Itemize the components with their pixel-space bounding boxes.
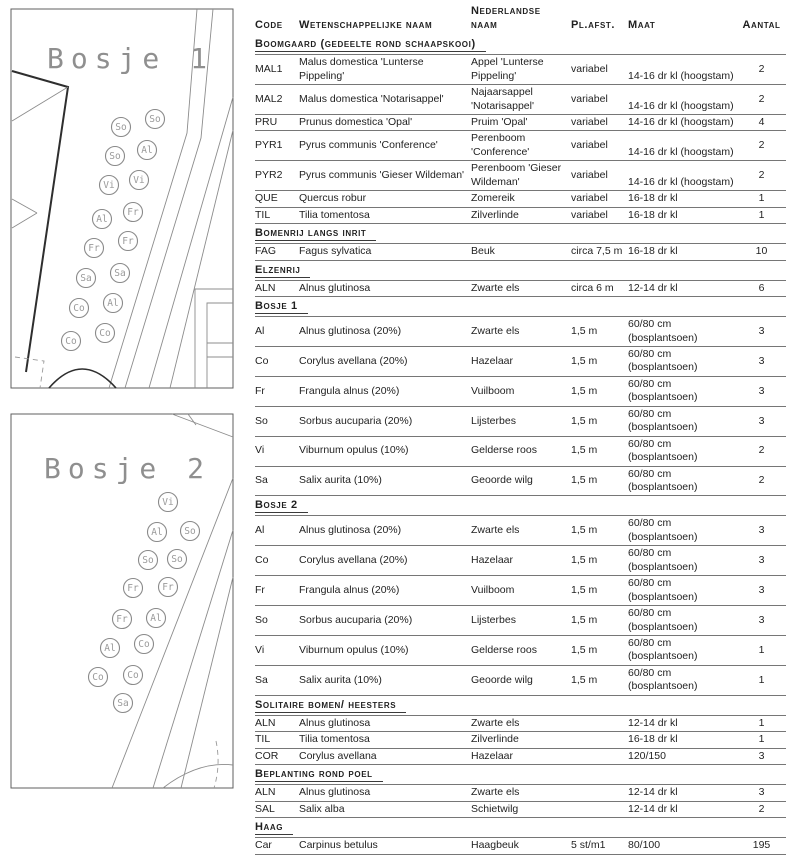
- cell-scientific-name: Malus domestica 'Notarisappel': [299, 92, 444, 105]
- cell-planting-distance: 1,5 m: [571, 673, 598, 686]
- cell-planting-distance: variabel: [571, 62, 608, 75]
- cell-dutch-name: Vuilboom: [471, 384, 515, 397]
- cell-dutch-name: Zwarte els: [471, 716, 520, 729]
- cell-size: 60/80 cm (bosplantsoen): [628, 348, 698, 374]
- plant-marker-label: Fr: [88, 243, 100, 255]
- cell-dutch-name: Hazelaar: [471, 354, 514, 367]
- plant-marker-label: Co: [127, 670, 139, 682]
- cell-code: Al: [255, 524, 265, 537]
- table-row: [255, 347, 786, 377]
- plant-marker-label: Co: [138, 639, 150, 651]
- cell-code: MAL2: [255, 92, 283, 105]
- cell-planting-distance: circa 7,5 m: [571, 245, 623, 258]
- table-row: [255, 207, 786, 223]
- cell-scientific-name: Alnus glutinosa (20%): [299, 524, 402, 537]
- cell-size: 60/80 cm (bosplantsoen): [628, 517, 698, 543]
- plant-marker-label: Fr: [122, 236, 134, 248]
- cell-code: Vi: [255, 643, 265, 656]
- drawing-title-text: Bosje 1: [47, 42, 215, 75]
- cell-quantity: 1: [758, 673, 765, 686]
- cell-quantity: 3: [758, 554, 765, 567]
- table-row: [255, 576, 786, 606]
- cell-dutch-name: Najaarsappel 'Notarisappel': [471, 86, 534, 112]
- plant-marker-co: [135, 635, 154, 654]
- cell-dutch-name: Vuilboom: [471, 583, 515, 596]
- cell-dutch-name: Zwarte els: [471, 281, 520, 294]
- plant-table: [255, 2, 786, 855]
- table-row: [255, 317, 786, 347]
- table-row: [255, 785, 786, 801]
- plant-marker-label: Al: [96, 214, 108, 226]
- cell-scientific-name: Tilia tomentosa: [299, 733, 370, 746]
- section-header-row: [255, 818, 786, 838]
- cell-dutch-name: Gelderse roos: [471, 643, 537, 656]
- plant-marker-label: Co: [73, 303, 85, 315]
- cell-quantity: 4: [758, 115, 765, 128]
- section-header-row: [255, 35, 786, 55]
- plant-circles: [62, 110, 165, 351]
- cell-size: 14-16 dr kl (hoogstam): [628, 145, 734, 158]
- cell-code: ALN: [255, 716, 276, 729]
- plant-marker-co: [62, 332, 81, 351]
- table-row: [255, 436, 786, 466]
- cell-planting-distance: variabel: [571, 92, 608, 105]
- plant-marker-label: Vi: [133, 175, 145, 187]
- plant-marker-sa: [77, 269, 96, 288]
- table-row: [255, 161, 786, 191]
- cell-dutch-name: Hazelaar: [471, 554, 514, 567]
- plant-marker-label: Co: [65, 336, 77, 348]
- cell-scientific-name: Corylus avellana (20%): [299, 354, 408, 367]
- plant-marker-label: Fr: [162, 582, 174, 594]
- cell-quantity: 2: [758, 169, 765, 182]
- table-row: [255, 85, 786, 115]
- cell-size: 16-18 dr kl: [628, 208, 678, 221]
- cell-planting-distance: circa 6 m: [571, 281, 614, 294]
- cell-planting-distance: 1,5 m: [571, 414, 598, 427]
- cell-planting-distance: 1,5 m: [571, 444, 598, 457]
- cell-code: ALN: [255, 786, 276, 799]
- table-row: [255, 244, 786, 260]
- plant-marker-so: [168, 550, 187, 569]
- cell-code: TIL: [255, 208, 271, 221]
- cell-dutch-name: Pruim 'Opal': [471, 115, 528, 128]
- cell-quantity: 195: [752, 839, 771, 852]
- cell-planting-distance: 1,5 m: [571, 324, 598, 337]
- cell-scientific-name: Alnus glutinosa: [299, 786, 371, 799]
- cell-size: 60/80 cm (bosplantsoen): [628, 607, 698, 633]
- cell-code: MAL1: [255, 62, 283, 75]
- column-header-quantity: Aantal: [742, 19, 781, 32]
- cell-planting-distance: 1,5 m: [571, 354, 598, 367]
- bosje-1-drawing: [0, 0, 248, 402]
- cell-code: PYR2: [255, 169, 283, 182]
- plant-marker-sa: [114, 694, 133, 713]
- cell-planting-distance: 1,5 m: [571, 384, 598, 397]
- plant-marker-label: Fr: [116, 614, 128, 626]
- cell-size: 60/80 cm (bosplantsoen): [628, 318, 698, 344]
- cell-planting-distance: variabel: [571, 169, 608, 182]
- plant-schedule-panel: [255, 2, 786, 855]
- plant-marker-co: [96, 324, 115, 343]
- table-row: [255, 466, 786, 496]
- cell-scientific-name: Quercus robur: [299, 192, 367, 205]
- cell-scientific-name: Frangula alnus (20%): [299, 583, 400, 596]
- cell-dutch-name: Zilverlinde: [471, 733, 519, 746]
- section-title: Solitaire bomen/ heesters: [255, 698, 406, 713]
- cell-dutch-name: Zwarte els: [471, 324, 520, 337]
- cell-planting-distance: 1,5 m: [571, 554, 598, 567]
- plant-marker-al: [101, 639, 120, 658]
- plant-marker-so: [106, 147, 125, 166]
- plant-marker-fr: [124, 203, 143, 222]
- cell-code: Sa: [255, 474, 268, 487]
- plant-marker-label: Co: [92, 672, 104, 684]
- cell-quantity: 6: [758, 281, 765, 294]
- cell-size: 60/80 cm (bosplantsoen): [628, 577, 698, 603]
- cell-dutch-name: Zwarte els: [471, 524, 520, 537]
- plant-marker-label: Vi: [162, 497, 174, 509]
- cell-code: ALN: [255, 281, 276, 294]
- cell-size: 60/80 cm (bosplantsoen): [628, 666, 698, 693]
- cell-code: COR: [255, 749, 279, 762]
- road-edge: [153, 530, 233, 788]
- cell-scientific-name: Alnus glutinosa: [299, 281, 371, 294]
- section-header-row: [255, 496, 786, 516]
- cell-code: QUE: [255, 192, 278, 205]
- plant-marker-co: [89, 668, 108, 687]
- section-title: Bosje 1: [255, 299, 308, 314]
- cell-scientific-name: Carpinus betulus: [299, 839, 378, 852]
- cell-quantity: 1: [758, 733, 765, 746]
- cell-size: 60/80 cm (bosplantsoen): [628, 467, 698, 493]
- plant-marker-label: So: [109, 151, 121, 163]
- section-title: Beplanting rond poel: [255, 767, 383, 782]
- plant-marker-label: Al: [104, 643, 116, 655]
- plant-marker-vi: [100, 176, 119, 195]
- plant-marker-fr: [124, 579, 143, 598]
- cell-dutch-name: Hazelaar: [471, 749, 514, 762]
- section-header-row: [255, 765, 786, 785]
- plant-marker-so: [181, 522, 200, 541]
- cell-dutch-name: Zomereik: [471, 192, 515, 205]
- cell-code: SAL: [255, 802, 275, 815]
- table-row: [255, 665, 786, 695]
- cell-size: 16-18 dr kl: [628, 192, 678, 205]
- plant-marker-fr: [85, 239, 104, 258]
- plant-marker-vi: [159, 493, 178, 512]
- cell-planting-distance: 5 st/m1: [571, 839, 606, 852]
- plant-marker-co: [124, 666, 143, 685]
- cell-scientific-name: Salix aurita (10%): [299, 474, 382, 487]
- table-row: [255, 801, 786, 817]
- cell-size: 12-14 dr kl: [628, 802, 678, 815]
- cell-dutch-name: Lijsterbes: [471, 613, 516, 626]
- drawing-title: [47, 42, 214, 75]
- cell-size: 16-18 dr kl: [628, 245, 678, 258]
- cell-scientific-name: Malus domestica 'Lunterse Pippeling': [299, 56, 424, 82]
- cell-scientific-name: Corylus avellana (20%): [299, 554, 408, 567]
- plant-marker-al: [104, 294, 123, 313]
- table-row: [255, 191, 786, 207]
- plant-marker-label: Fr: [127, 207, 139, 219]
- cell-scientific-name: Sorbus aucuparia (20%): [299, 414, 413, 427]
- cell-quantity: 3: [758, 583, 765, 596]
- cell-dutch-name: Haagbeuk: [471, 839, 519, 852]
- section-header-row: [255, 695, 786, 715]
- pond-arc: [163, 764, 233, 788]
- table-row: [255, 715, 786, 731]
- table-row: [255, 406, 786, 436]
- cell-dutch-name: Lijsterbes: [471, 414, 516, 427]
- drawings-panel: [0, 0, 248, 800]
- cell-scientific-name: Salix aurita (10%): [299, 673, 382, 686]
- cell-planting-distance: 1,5 m: [571, 613, 598, 626]
- plant-marker-label: So: [149, 114, 161, 126]
- plant-marker-label: Co: [99, 328, 111, 340]
- cell-scientific-name: Viburnum opulus (10%): [299, 643, 409, 656]
- section-title: Bomenrij langs inrit: [255, 226, 376, 241]
- cell-scientific-name: Sorbus aucuparia (20%): [299, 613, 413, 626]
- section-header-row: [255, 224, 786, 244]
- plant-marker-label: Sa: [80, 273, 92, 285]
- cell-code: PRU: [255, 115, 278, 128]
- cell-planting-distance: [571, 715, 628, 731]
- plant-marker-label: So: [184, 526, 196, 538]
- column-header-scientific-name: Wetenschappelijke naam: [299, 19, 433, 32]
- table-row: [255, 376, 786, 406]
- cell-size: 14-16 dr kl (hoogstam): [628, 175, 734, 188]
- cell-code: PYR1: [255, 139, 283, 152]
- cell-quantity: 2: [758, 802, 765, 815]
- cell-quantity: 3: [758, 749, 765, 762]
- cell-scientific-name: Prunus domestica 'Opal': [299, 115, 413, 128]
- plant-marker-label: Sa: [114, 268, 126, 280]
- bosje-2-drawing: [0, 405, 248, 800]
- plant-marker-label: So: [171, 554, 183, 566]
- cell-dutch-name: Perenboom 'Conference': [471, 132, 530, 158]
- cell-dutch-name: Schietwilg: [471, 802, 519, 815]
- cell-size: 80/100: [628, 839, 661, 852]
- cell-quantity: 1: [758, 643, 765, 656]
- cell-dutch-name: Beuk: [471, 245, 495, 258]
- plant-marker-so: [146, 110, 165, 129]
- cell-dutch-name: Geoorde wilg: [471, 474, 533, 487]
- cell-quantity: 10: [755, 245, 768, 258]
- table-row: [255, 748, 786, 764]
- cell-code: Vi: [255, 444, 265, 457]
- cell-dutch-name: Perenboom 'Gieser Wildeman': [471, 162, 562, 188]
- table-row: [255, 55, 786, 85]
- cell-quantity: 3: [758, 524, 765, 537]
- cell-dutch-name: Appel 'Lunterse Pippeling': [471, 56, 544, 82]
- cell-code: Fr: [255, 384, 265, 397]
- table-row: [255, 516, 786, 546]
- cell-size: 14-16 dr kl (hoogstam): [628, 115, 734, 128]
- cell-size: 60/80 cm (bosplantsoen): [628, 547, 698, 573]
- cell-quantity: 2: [758, 474, 765, 487]
- cell-scientific-name: Corylus avellana: [299, 749, 377, 762]
- cell-code: Fr: [255, 583, 265, 596]
- plant-marker-fr: [113, 610, 132, 629]
- cell-planting-distance: [571, 748, 628, 764]
- table-row: [255, 131, 786, 161]
- column-header-planting-distance: Pl.afst.: [571, 19, 616, 32]
- cell-quantity: 1: [758, 716, 765, 729]
- cell-code: Co: [255, 554, 269, 567]
- plant-marker-label: So: [142, 555, 154, 567]
- table-row: [255, 280, 786, 296]
- plant-marker-label: Fr: [127, 583, 139, 595]
- cell-scientific-name: Pyrus communis 'Gieser Wildeman': [299, 169, 465, 182]
- column-header-size: Maat: [628, 19, 656, 32]
- cell-dutch-name: Gelderse roos: [471, 444, 537, 457]
- cell-code: So: [255, 414, 268, 427]
- cell-scientific-name: Fagus sylvatica: [299, 245, 372, 258]
- cell-quantity: 3: [758, 324, 765, 337]
- pond-arc: [49, 369, 116, 388]
- cell-quantity: 2: [758, 62, 765, 75]
- plant-marker-label: Al: [151, 527, 163, 539]
- table-row: [255, 114, 786, 130]
- cell-code: TIL: [255, 733, 271, 746]
- cell-quantity: 2: [758, 92, 765, 105]
- cell-planting-distance: variabel: [571, 115, 608, 128]
- cell-scientific-name: Frangula alnus (20%): [299, 384, 400, 397]
- cell-quantity: 1: [758, 208, 765, 221]
- cell-code: So: [255, 613, 268, 626]
- cell-size: 14-16 dr kl (hoogstam): [628, 69, 734, 82]
- cell-planting-distance: variabel: [571, 139, 608, 152]
- cell-planting-distance: 1,5 m: [571, 474, 598, 487]
- plant-marker-label: Vi: [103, 180, 115, 192]
- table-row: [255, 635, 786, 665]
- cell-scientific-name: Tilia tomentosa: [299, 208, 370, 221]
- cell-quantity: 3: [758, 384, 765, 397]
- plant-marker-al: [147, 609, 166, 628]
- cell-quantity: 2: [758, 444, 765, 457]
- cell-size: 120/150: [628, 749, 666, 762]
- cell-size: 60/80 cm (bosplantsoen): [628, 636, 698, 663]
- cell-planting-distance: [571, 732, 628, 748]
- column-header-dutch-name: Nederlandse naam: [471, 5, 541, 32]
- cell-scientific-name: Viburnum opulus (10%): [299, 444, 409, 457]
- cell-scientific-name: Pyrus communis 'Conference': [299, 139, 438, 152]
- plant-marker-label: So: [115, 122, 127, 134]
- table-header-row: [255, 2, 786, 35]
- table-row: [255, 606, 786, 636]
- cell-size: 60/80 cm (bosplantsoen): [628, 407, 698, 434]
- section-title: Haag: [255, 820, 293, 835]
- column-header-code: Code: [255, 19, 283, 32]
- cell-size: 14-16 dr kl (hoogstam): [628, 99, 734, 112]
- plant-marker-al: [93, 210, 112, 229]
- cell-size: 12-14 dr kl: [628, 281, 678, 294]
- cell-size: 12-14 dr kl: [628, 716, 678, 729]
- plant-marker-so: [139, 551, 158, 570]
- cell-size: 16-18 dr kl: [628, 733, 678, 746]
- cell-scientific-name: Salix alba: [299, 802, 345, 815]
- cell-size: 60/80 cm (bosplantsoen): [628, 377, 698, 404]
- road-edge: [112, 478, 233, 788]
- cell-quantity: 2: [758, 139, 765, 152]
- plant-marker-al: [138, 141, 157, 160]
- plant-marker-sa: [111, 264, 130, 283]
- cell-planting-distance: 1,5 m: [571, 643, 598, 656]
- section-title: Boomgaard (gedeelte rond schaapskooi): [255, 37, 486, 52]
- cell-planting-distance: variabel: [571, 208, 608, 221]
- cell-size: 12-14 dr kl: [628, 786, 678, 799]
- cell-size: 60/80 cm (bosplantsoen): [628, 437, 698, 464]
- cell-code: Car: [255, 839, 272, 852]
- plant-marker-label: Al: [150, 613, 162, 625]
- cell-quantity: 3: [758, 786, 765, 799]
- cell-planting-distance: 1,5 m: [571, 524, 598, 537]
- cell-planting-distance: 1,5 m: [571, 583, 598, 596]
- cell-planting-distance: [571, 801, 628, 817]
- cell-dutch-name: Geoorde wilg: [471, 673, 533, 686]
- plant-marker-fr: [119, 232, 138, 251]
- section-header-row: [255, 260, 786, 280]
- drawing-title: [44, 452, 211, 485]
- section-title: Bosje 2: [255, 498, 308, 513]
- plant-marker-label: Sa: [117, 698, 129, 710]
- plant-marker-label: Al: [141, 145, 153, 157]
- cell-planting-distance: [571, 785, 628, 801]
- table-row: [255, 732, 786, 748]
- plant-marker-so: [112, 118, 131, 137]
- cell-quantity: 3: [758, 613, 765, 626]
- cell-planting-distance: variabel: [571, 192, 608, 205]
- plant-marker-label: Al: [107, 298, 119, 310]
- cell-quantity: 1: [758, 192, 765, 205]
- plant-marker-fr: [159, 578, 178, 597]
- cell-quantity: 3: [758, 414, 765, 427]
- plant-marker-co: [70, 299, 89, 318]
- cell-quantity: 3: [758, 354, 765, 367]
- drawing-title-text: Bosje 2: [44, 452, 212, 485]
- cell-scientific-name: Alnus glutinosa: [299, 716, 371, 729]
- section-title: Elzenrij: [255, 263, 310, 278]
- cell-code: Co: [255, 354, 269, 367]
- cell-code: FAG: [255, 245, 277, 258]
- section-header-row: [255, 297, 786, 317]
- table-row: [255, 838, 786, 854]
- cell-scientific-name: Alnus glutinosa (20%): [299, 324, 402, 337]
- cell-dutch-name: Zilverlinde: [471, 208, 519, 221]
- plant-marker-vi: [130, 171, 149, 190]
- plant-circles: [89, 493, 200, 713]
- plant-marker-al: [148, 523, 167, 542]
- cell-code: Al: [255, 324, 265, 337]
- table-row: [255, 546, 786, 576]
- cell-code: Sa: [255, 673, 268, 686]
- cell-dutch-name: Zwarte els: [471, 786, 520, 799]
